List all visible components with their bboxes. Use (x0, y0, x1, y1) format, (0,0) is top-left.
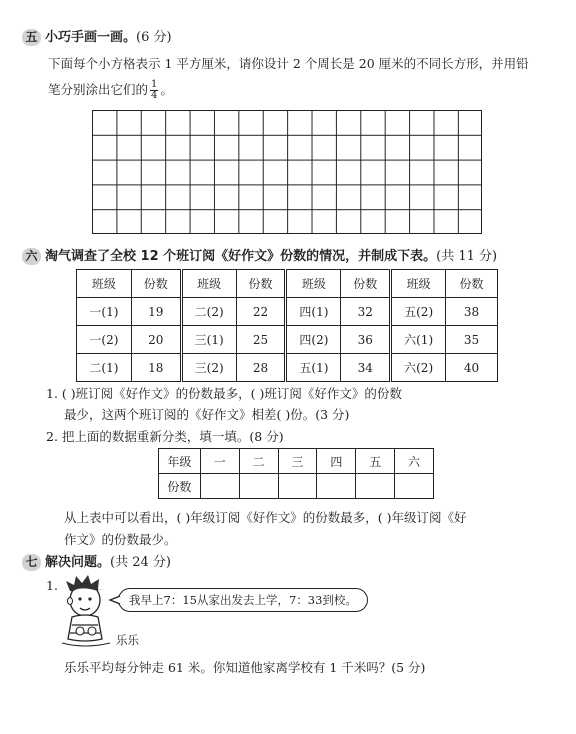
table-cell: 一(1) (77, 298, 132, 326)
header-count: 份数 (446, 270, 498, 298)
header-count: 份数 (341, 270, 391, 298)
boy-eye-right (88, 597, 91, 600)
question-2-title: 2. 把上面的数据重新分类，填一填。(8 分) (46, 429, 284, 444)
table-cell: 18 (131, 354, 181, 382)
boy-name-label: 乐乐 (116, 633, 139, 647)
table-cell: 19 (131, 298, 181, 326)
table-cell: 四(2) (286, 326, 341, 354)
section-7-score: (共 24 分) (110, 555, 171, 570)
table-cell: 二(2) (181, 298, 236, 326)
section-6-badge: 六 (22, 248, 41, 265)
section-6-score: (共 11 分) (436, 249, 498, 264)
grade-row-label: 份数 (159, 474, 201, 499)
grade-header-row (159, 449, 434, 474)
section-5-score: (6 分) (136, 30, 172, 45)
boy-base (62, 643, 110, 646)
table-cell: 28 (236, 354, 286, 382)
grade-header-cell: 三 (278, 449, 317, 474)
table-row (77, 298, 498, 326)
table-row (77, 354, 498, 382)
question-1-line2: 最少，这两个班订阅的《好作文》相差( )份。(3 分) (64, 407, 350, 422)
section-7-question-text: 乐乐平均每分钟走 61 米。你知道他家离学校有 1 千米吗？(5 分) (64, 660, 426, 675)
grade-header-cell: 四 (317, 449, 356, 474)
drawing-grid[interactable] (92, 110, 482, 234)
section-5-instruction-line2 (48, 80, 173, 101)
grade-answer-cell[interactable] (278, 474, 317, 499)
speech-bubble-tail (108, 594, 122, 606)
grade-header-cell: 六 (395, 449, 434, 474)
table-cell: 三(2) (181, 354, 236, 382)
conclusion-line2: 作文》的份数最少。 (64, 532, 177, 547)
table-cell: 五(2) (391, 298, 446, 326)
fraction-one-quarter (150, 80, 158, 101)
header-class: 班级 (391, 270, 446, 298)
section-5-title: 小巧手画一画。 (45, 30, 137, 45)
table-cell: 40 (446, 354, 498, 382)
boy-hand-left (76, 627, 84, 635)
grade-count-row (159, 474, 434, 499)
table-cell: 六(2) (391, 354, 446, 382)
table-row (77, 326, 498, 354)
section-7-question-number: 1. (46, 578, 58, 593)
header-count: 份数 (131, 270, 181, 298)
boy-illustration (58, 573, 118, 653)
section-7-title: 解决问题。 (45, 555, 111, 570)
section-5-line2-end: 。 (160, 82, 173, 97)
section-5-badge: 五 (22, 29, 41, 46)
section-5-line2-text: 笔分别涂出它们的 (48, 82, 149, 97)
table-cell: 38 (446, 298, 498, 326)
table-cell: 三(1) (181, 326, 236, 354)
section-7-badge: 七 (22, 554, 41, 571)
grade-table (158, 448, 434, 499)
boy-shirt (68, 615, 102, 641)
header-count: 份数 (236, 270, 286, 298)
fraction-denominator: 4 (151, 90, 158, 101)
grade-header-cell: 二 (239, 449, 278, 474)
header-class: 班级 (77, 270, 132, 298)
table-cell: 四(1) (286, 298, 341, 326)
table-cell: 20 (131, 326, 181, 354)
grade-answer-cell[interactable] (200, 474, 239, 499)
header-class: 班级 (286, 270, 341, 298)
table-header-row (77, 270, 498, 298)
table-cell: 一(2) (77, 326, 132, 354)
table-cell: 五(1) (286, 354, 341, 382)
header-class: 班级 (181, 270, 236, 298)
section-5-heading (22, 26, 172, 46)
table-cell: 25 (236, 326, 286, 354)
grade-header-cell: 年级 (159, 449, 201, 474)
boy-eye-left (78, 597, 81, 600)
speech-bubble: 我早上7：15从家出发去上学，7：33到校。 (118, 588, 368, 612)
table-cell: 二(1) (77, 354, 132, 382)
boy-ear (68, 598, 73, 605)
table-cell: 35 (446, 326, 498, 354)
table-cell: 22 (236, 298, 286, 326)
grade-header-cell: 五 (356, 449, 395, 474)
boy-hand-right (88, 627, 96, 635)
table-cell: 32 (341, 298, 391, 326)
section-6-title: 淘气调查了全校 12 个班订阅《好作文》份数的情况，并制成下表。 (45, 249, 437, 264)
section-6-heading (22, 245, 497, 265)
table-cell: 六(1) (391, 326, 446, 354)
conclusion-line1: 从上表中可以看出，( )年级订阅《好作文》的份数最多，( )年级订阅《好 (64, 510, 467, 525)
section-5-instruction-line1: 下面每个小方格表示 1 平方厘米，请你设计 2 个周长是 20 厘米的不同长方形，并用铅 (48, 56, 529, 71)
question-1-line1: 1. ( )班订阅《好作文》的份数最多，( )班订阅《好作文》的份数 (46, 386, 402, 401)
grade-header-cell: 一 (200, 449, 239, 474)
section-7-heading (22, 551, 171, 571)
grade-answer-cell[interactable] (317, 474, 356, 499)
grade-answer-cell[interactable] (239, 474, 278, 499)
table-cell: 34 (341, 354, 391, 382)
grade-answer-cell[interactable] (395, 474, 434, 499)
subscription-table (76, 269, 498, 382)
fraction-numerator: 1 (151, 79, 158, 90)
grade-answer-cell[interactable] (356, 474, 395, 499)
table-cell: 36 (341, 326, 391, 354)
